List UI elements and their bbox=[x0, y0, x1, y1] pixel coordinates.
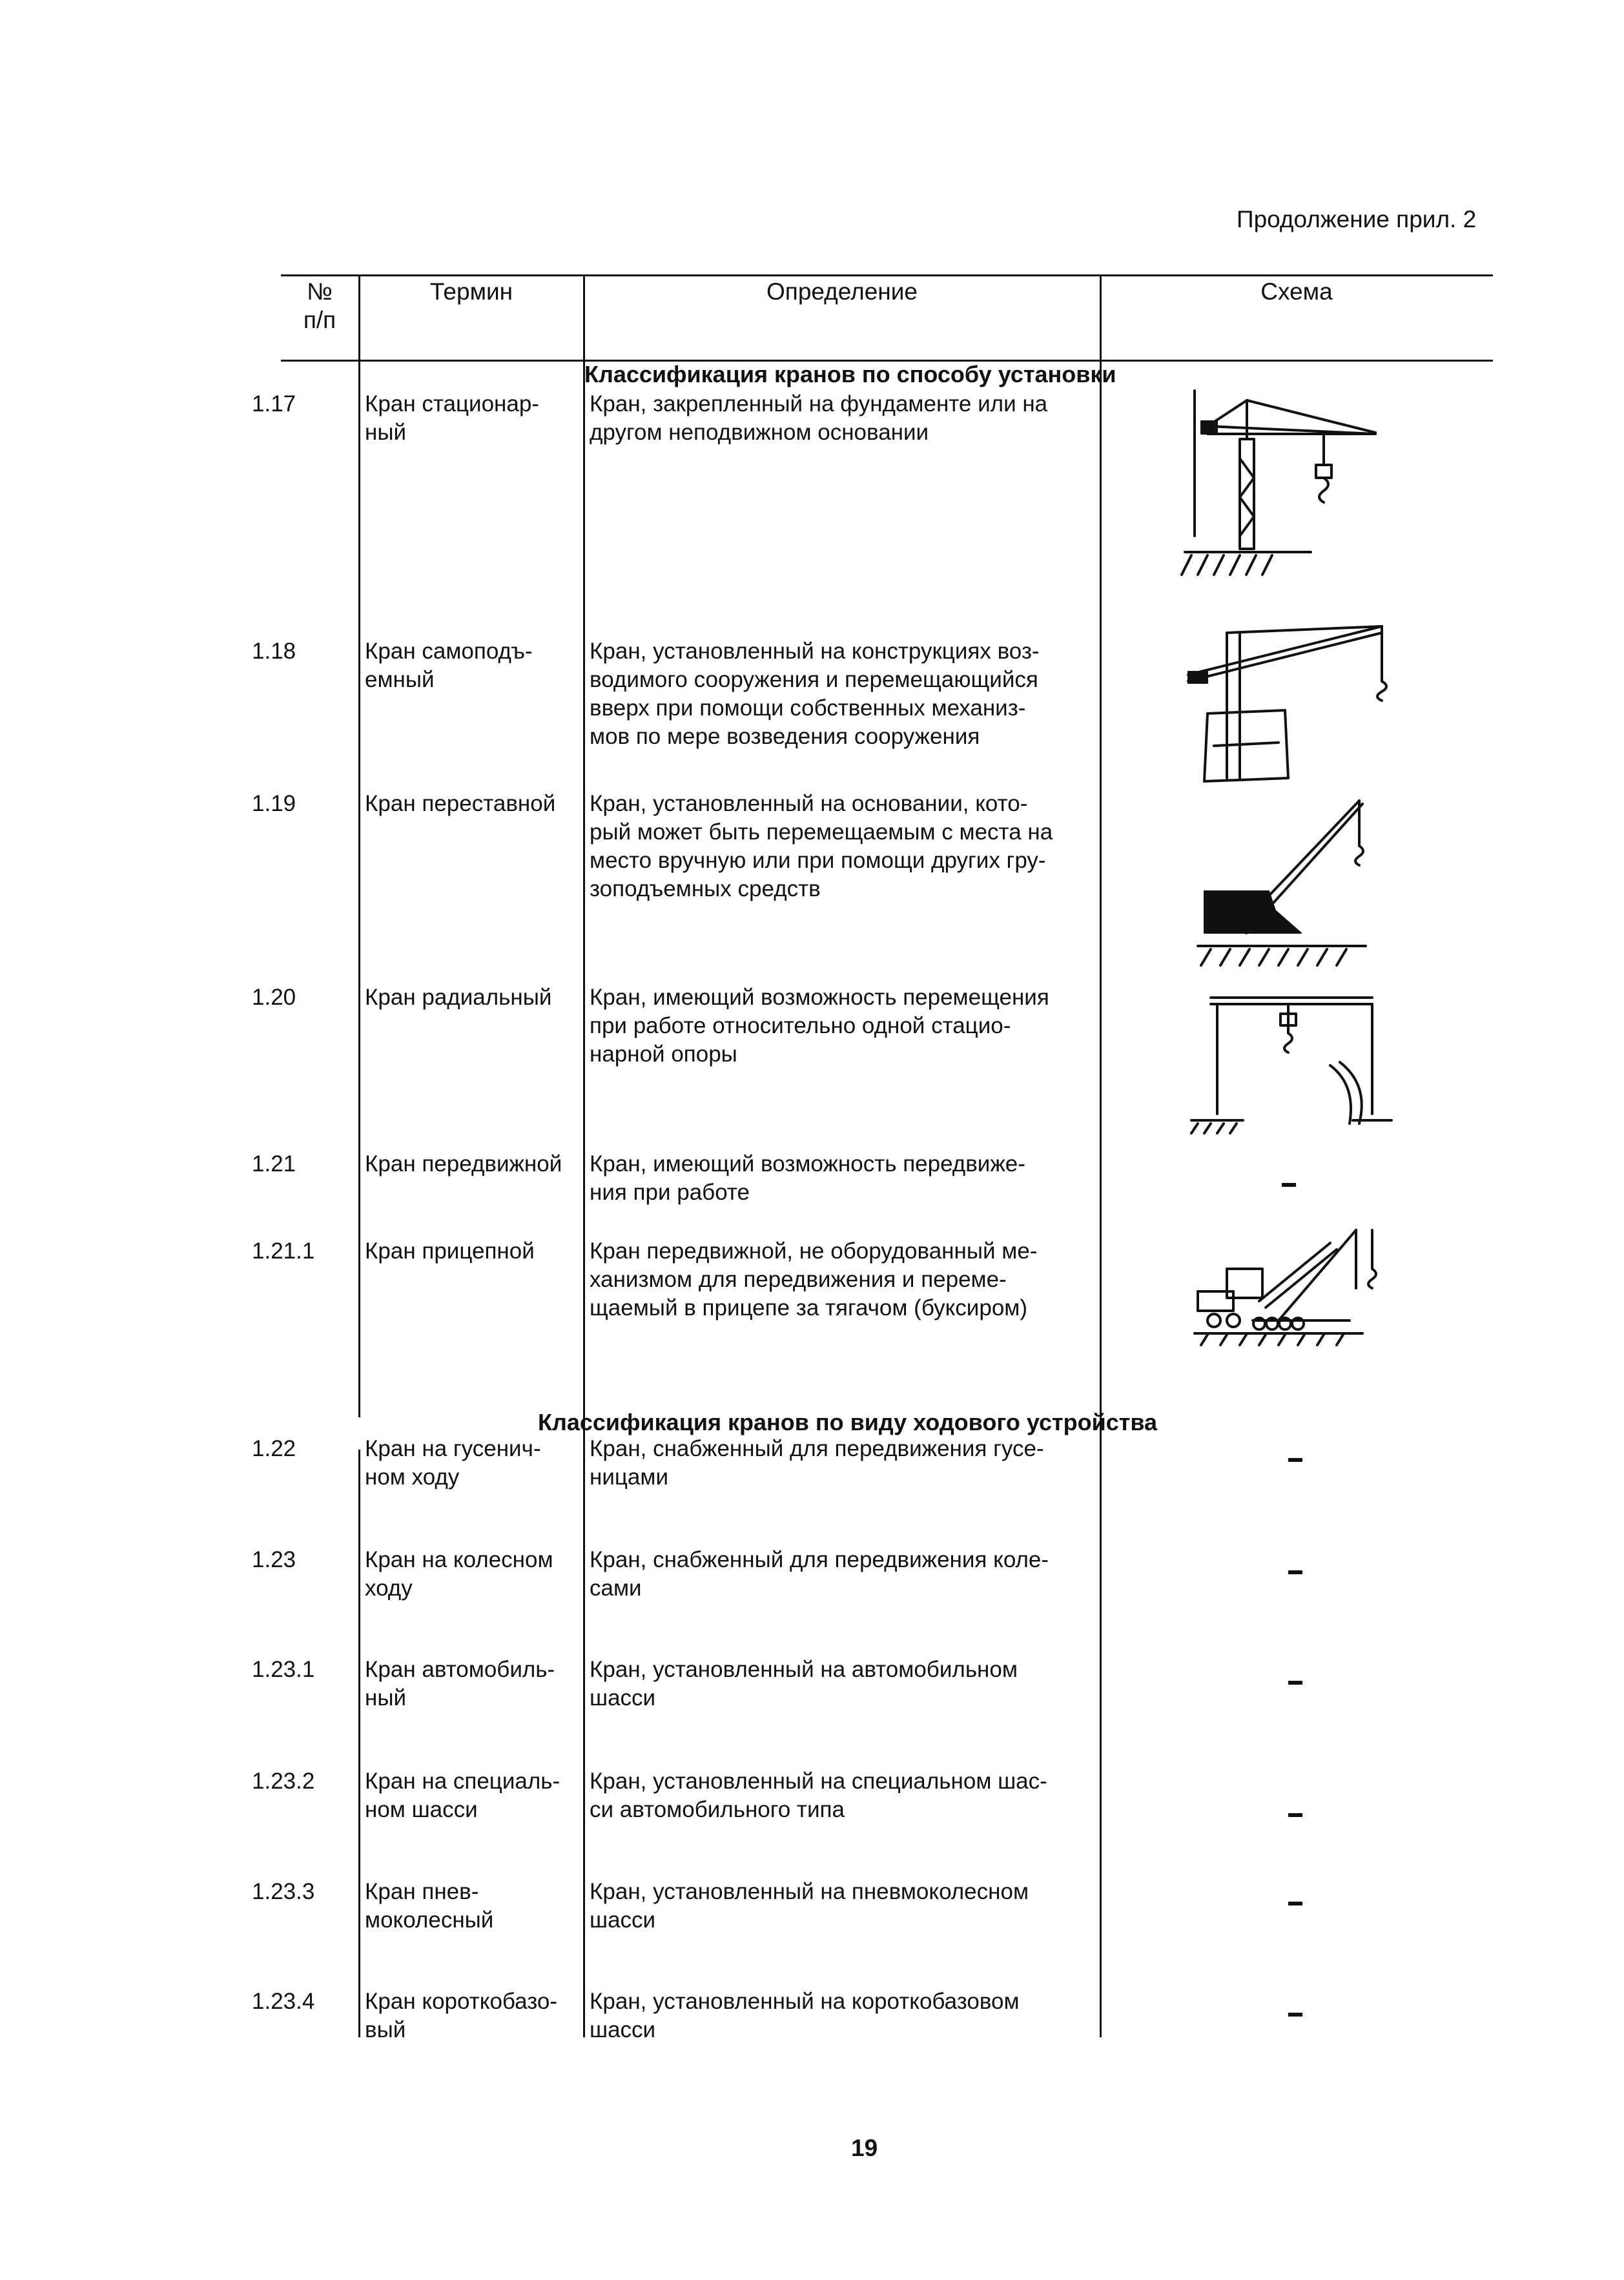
table-top-rule bbox=[281, 274, 1493, 276]
row-number: 1.23.1 bbox=[252, 1657, 315, 1682]
scheme-dash bbox=[1288, 2013, 1302, 2017]
continuation-note: Продолжение прил. 2 bbox=[1237, 206, 1477, 232]
row-term: Кран прицепной bbox=[365, 1238, 535, 1264]
page-number: 19 bbox=[851, 2135, 878, 2161]
column-header-number: № п/п bbox=[303, 278, 336, 333]
column-header-term: Термин bbox=[429, 278, 513, 305]
scheme-dash bbox=[1288, 1458, 1302, 1462]
divider-num-term-lower bbox=[358, 1450, 360, 2037]
row-definition: Кран, установленный на автомобильном шасси bbox=[590, 1657, 1018, 1710]
row-definition: Кран, снабженный для передвижения гусе- ницами bbox=[590, 1436, 1044, 1490]
scheme-dash bbox=[1288, 1902, 1302, 1905]
row-number: 1.18 bbox=[252, 639, 296, 664]
row-term: Кран передвижной bbox=[365, 1151, 562, 1176]
row-number: 1.20 bbox=[252, 985, 296, 1010]
stationary-tower-crane-icon bbox=[1182, 387, 1395, 581]
row-number: 1.19 bbox=[252, 791, 296, 816]
row-number: 1.21.1 bbox=[252, 1238, 315, 1264]
row-definition: Кран передвижной, не оборудованный ме- ханизмом для передвижения и переме- щаемый в прицепе за тягачом (буксиром) bbox=[590, 1238, 1038, 1320]
row-definition: Кран, имеющий возможность перемещения при работе относительно одной стацио- нарной опоры bbox=[590, 985, 1049, 1067]
row-term: Кран стационар- ный bbox=[365, 391, 539, 445]
relocatable-crane-icon bbox=[1198, 794, 1404, 969]
row-definition: Кран, установленный на короткобазовом шасси bbox=[590, 1989, 1020, 2042]
row-term: Кран короткобазо- вый bbox=[365, 1989, 557, 2042]
row-number: 1.21 bbox=[252, 1151, 296, 1176]
radial-crane-icon bbox=[1191, 988, 1398, 1136]
row-term: Кран автомобиль- ный bbox=[365, 1657, 555, 1710]
row-term: Кран самоподъ- емный bbox=[365, 639, 533, 692]
scheme-dash bbox=[1288, 1813, 1302, 1817]
section-title: Классификация кранов по виду ходового устройства bbox=[538, 1409, 1158, 1435]
row-term: Кран на специаль- ном шасси bbox=[365, 1769, 560, 1822]
row-number: 1.23.3 bbox=[252, 1879, 315, 1904]
self-lifting-crane-icon bbox=[1188, 617, 1401, 791]
divider-definition-scheme bbox=[1100, 274, 1102, 2037]
row-number: 1.23.2 bbox=[252, 1769, 315, 1794]
row-number: 1.17 bbox=[252, 391, 296, 416]
divider-num-term bbox=[358, 274, 360, 1417]
row-number: 1.23.4 bbox=[252, 1989, 315, 2014]
column-header-scheme: Схема bbox=[1260, 278, 1333, 305]
row-definition: Кран, установленный на специальном шас- си автомобильного типа bbox=[590, 1769, 1047, 1822]
scheme-dash bbox=[1288, 1570, 1302, 1574]
row-definition: Кран, снабженный для передвижения коле- сами bbox=[590, 1547, 1049, 1601]
column-header-definition: Определение bbox=[766, 278, 918, 305]
row-term: Кран пнев- моколесный bbox=[365, 1879, 494, 1933]
row-definition: Кран, установленный на пневмоколесном шасси bbox=[590, 1879, 1029, 1933]
scheme-dash bbox=[1288, 1681, 1302, 1685]
section-title: Классификация кранов по способу установки bbox=[584, 361, 1116, 387]
row-definition: Кран, установленный на конструкциях воз- водимого сооружения и перемещающийся вверх при помощи собственных механиз- мов по мере возведения сооружения bbox=[590, 639, 1040, 749]
row-number: 1.22 bbox=[252, 1436, 296, 1461]
row-number: 1.23 bbox=[252, 1547, 296, 1572]
trailer-crane-icon bbox=[1195, 1224, 1408, 1346]
row-term: Кран на гусенич- ном ходу bbox=[365, 1436, 541, 1490]
scheme-dash bbox=[1282, 1183, 1296, 1187]
row-term: Кран переставной bbox=[365, 791, 556, 816]
row-definition: Кран, установленный на основании, кото- рый может быть перемещаемым с места на место вручную или при помощи других гру- зоподъемных средств bbox=[590, 791, 1053, 901]
row-term: Кран на колесном ходу bbox=[365, 1547, 553, 1601]
row-definition: Кран, имеющий возможность передвиже- ния при работе bbox=[590, 1151, 1025, 1205]
row-term: Кран радиальный bbox=[365, 985, 552, 1010]
divider-term-definition bbox=[583, 274, 585, 2037]
row-definition: Кран, закрепленный на фундаменте или на другом неподвижном основании bbox=[590, 391, 1048, 445]
